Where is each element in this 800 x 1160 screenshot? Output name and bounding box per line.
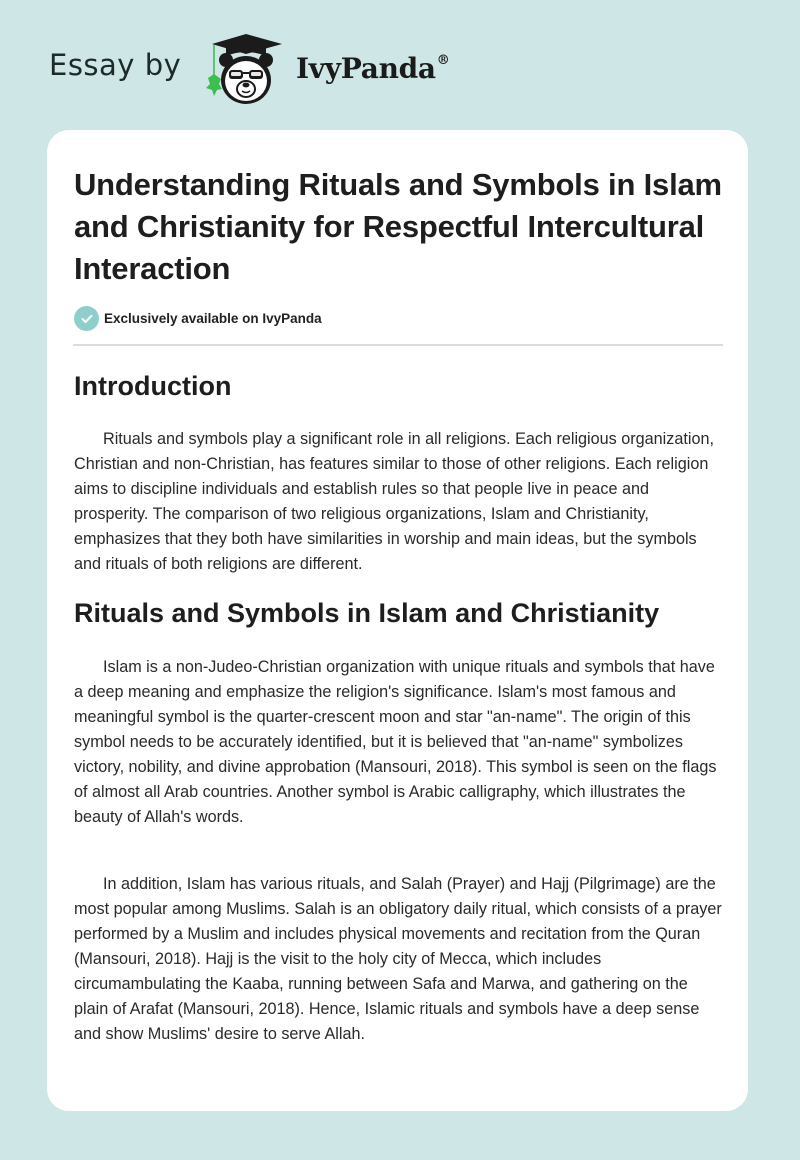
exclusive-badge: [74, 306, 322, 331]
brand-logo-text[interactable]: [296, 52, 450, 85]
section-heading-rituals-symbols: Rituals and Symbols in Islam and Christianity: [74, 598, 660, 628]
paragraph-islam-rituals: In addition, Islam has various rituals, and Salah (Prayer) and Hajj (Pilgrimage) are the most popular among Muslims. Salah is an obligatory daily ritual, which consists of a prayer performed by a Muslim and includes physical movements and recitation from the Quran (Mansouri, 2018). Hajj is the visit to the holy city of Mecca, which includes circumambulating the Kaaba, running between Safa and Marwa, and gathering on the plain of Arafat (Mansouri, 2018). Hence, Islamic rituals and symbols have a deep sense and show Muslims' desire to serve Allah.: [74, 875, 722, 1043]
essay-title: Understanding Rituals and Symbols in Islam and Christianity for Respectful Intercultural Interaction: [74, 167, 722, 286]
site-header: [0, 0, 800, 130]
check-circle-icon: [74, 306, 99, 331]
brand-name: IvyPanda: [296, 52, 436, 85]
paragraph-introduction: Rituals and symbols play a significant role in all religions. Each religious organization, Christian and non-Christian, has features similar to those of other religions. Each religion aims to discipline individuals and establish rules so that people live in peace and prosperity. The comparison of two religious organizations, Islam and Christianity, emphasizes that they both have similarities in worship and main ideas, but the symbols and rituals of both religions are different.: [74, 430, 714, 573]
title-divider: [73, 344, 723, 346]
exclusive-label: Exclusively available on IvyPanda: [104, 311, 322, 326]
essay-card: [47, 130, 748, 1111]
registered-mark: ®: [436, 52, 450, 68]
essay-by-label: Essay by: [49, 48, 182, 82]
panda-logo-icon[interactable]: [200, 34, 292, 108]
section-heading-introduction: Introduction: [74, 371, 232, 401]
paragraph-islam-symbols: Islam is a non-Judeo-Christian organization with unique rituals and symbols that have a deep meaning and emphasize the religion's significance. Islam's most famous and meaningful symbol is the quarter-crescent moon and star "an-name". The origin of this symbol needs to be accurately identified, but it is believed that "an-name" symbolizes victory, nobility, and divine approbation (Mansouri, 2018). This symbol is seen on the flags of almost all Arab countries. Another symbol is Arabic calligraphy, which illustrates the beauty of Allah's words.: [74, 658, 717, 826]
